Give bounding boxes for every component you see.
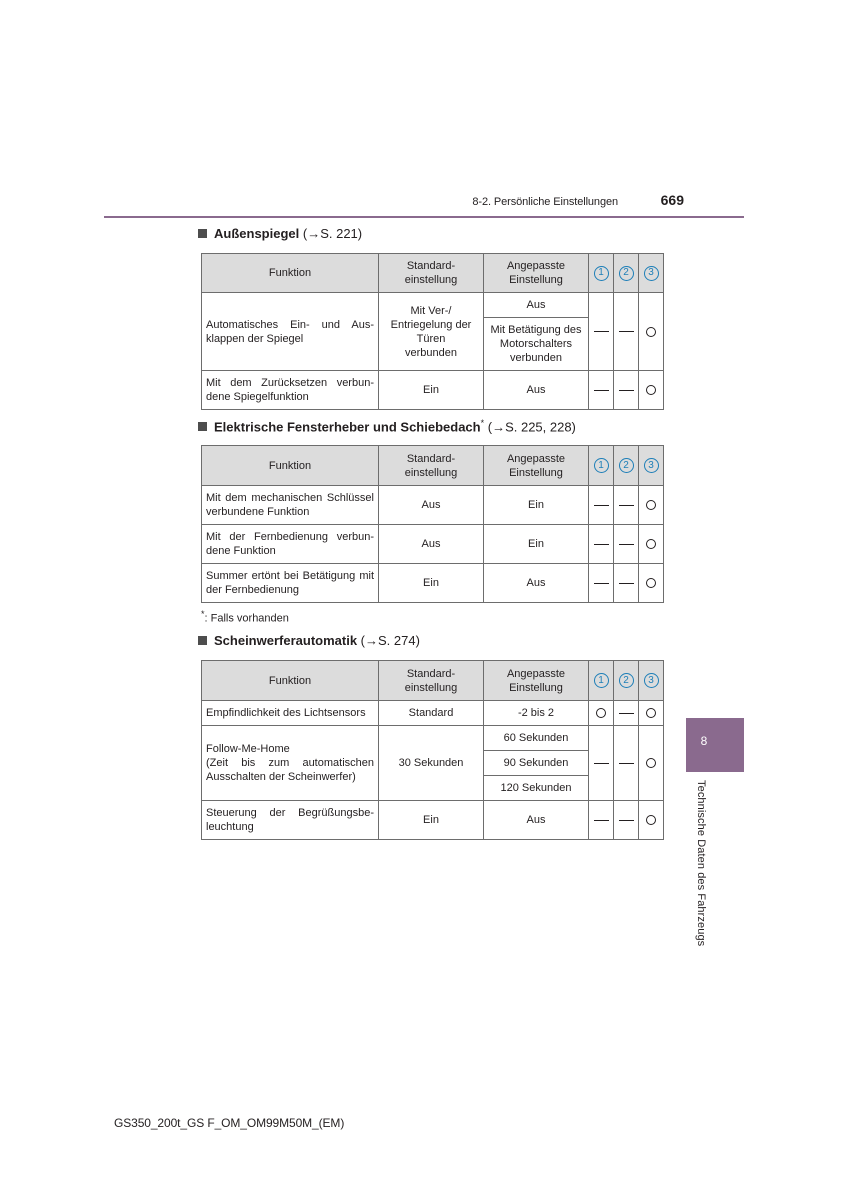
cell-standard: Ein — [379, 801, 484, 840]
cell-custom: Ein — [484, 486, 589, 525]
cell-col2 — [614, 801, 639, 840]
page-reference: (→S. 221) — [302, 226, 363, 241]
cell-col1 — [589, 525, 614, 564]
header-col2 — [614, 661, 639, 701]
circled-number-2-icon: 2 — [619, 673, 634, 688]
cell-col1 — [589, 486, 614, 525]
cell-col2 — [614, 371, 639, 410]
dash-icon — [619, 763, 634, 764]
cell-col3 — [639, 525, 664, 564]
cell-function: Steuerung der Begrüßungsbe-leuchtung — [202, 801, 379, 840]
circle-icon — [646, 539, 656, 549]
cell-col1 — [589, 293, 614, 371]
cell-standard: Aus — [379, 525, 484, 564]
circled-number-2-icon: 2 — [619, 266, 634, 281]
header-col3 — [639, 661, 664, 701]
circled-number-1-icon: 1 — [594, 673, 609, 688]
table-row — [202, 525, 664, 564]
dash-icon — [594, 820, 609, 821]
cell-col3 — [639, 701, 664, 726]
cell-custom: -2 bis 2 — [484, 701, 589, 726]
section-heading-windows — [198, 418, 576, 434]
cell-col1 — [589, 564, 614, 603]
heading-text: Außenspiegel — [214, 226, 300, 241]
header-col2 — [614, 446, 639, 486]
cell-function: Mit der Fernbedienung verbun-dene Funktion — [202, 525, 379, 564]
cell-standard: Mit Ver-/ Entriegelung der Türen verbunden — [379, 293, 484, 371]
cell-col1 — [589, 701, 614, 726]
cell-custom: 120 Sekunden — [484, 776, 589, 801]
circled-number-3-icon: 3 — [644, 266, 659, 281]
table-row — [202, 564, 664, 603]
table-row — [202, 701, 664, 726]
cell-col2 — [614, 293, 639, 371]
cell-col3 — [639, 801, 664, 840]
circle-icon — [596, 708, 606, 718]
dash-icon — [619, 331, 634, 332]
heading-text: Scheinwerferautomatik — [214, 633, 358, 648]
page-number: 669 — [660, 192, 684, 208]
header-custom: Angepasste Einstellung — [484, 254, 589, 293]
footnote — [201, 609, 289, 625]
header-function: Funktion — [202, 661, 379, 701]
cell-col2 — [614, 486, 639, 525]
bullet-square-icon — [198, 636, 207, 645]
cell-col3 — [639, 371, 664, 410]
table-mirrors — [201, 253, 664, 410]
bullet-square-icon — [198, 422, 207, 431]
section-heading-headlights — [198, 633, 420, 648]
cell-standard: Ein — [379, 564, 484, 603]
cell-custom: Aus — [484, 371, 589, 410]
table-row — [202, 801, 664, 840]
circle-icon — [646, 708, 656, 718]
circled-number-2-icon: 2 — [619, 458, 634, 473]
section-title: 8-2. Persönliche Einstellungen — [472, 196, 618, 208]
cell-custom: Ein — [484, 525, 589, 564]
cell-col2 — [614, 726, 639, 801]
cell-custom: Aus — [484, 293, 589, 318]
cell-col1 — [589, 801, 614, 840]
dash-icon — [594, 763, 609, 764]
table-row — [202, 371, 664, 410]
circle-icon — [646, 815, 656, 825]
table-header-row — [202, 446, 664, 486]
cell-col2 — [614, 564, 639, 603]
cell-standard: Standard — [379, 701, 484, 726]
header-standard: Standard- einstellung — [379, 254, 484, 293]
cell-function: Empfindlichkeit des Lichtsensors — [202, 701, 379, 726]
table-row — [202, 293, 664, 318]
cell-function: Mit dem mechanischen Schlüssel verbundene Funktion — [202, 486, 379, 525]
cell-col2 — [614, 701, 639, 726]
header-col3 — [639, 446, 664, 486]
page-reference: (→S. 225, 228) — [487, 419, 576, 435]
heading-text: Elektrische Fensterheber und Schiebedach — [214, 419, 481, 435]
header-custom: Angepasste Einstellung — [484, 446, 589, 486]
header-col2 — [614, 254, 639, 293]
circle-icon — [646, 578, 656, 588]
circled-number-3-icon: 3 — [644, 458, 659, 473]
section-heading-mirrors — [198, 226, 362, 241]
table-windows — [201, 445, 664, 603]
cell-function: Mit dem Zurücksetzen verbun-dene Spiegelfunktion — [202, 371, 379, 410]
cell-standard: Ein — [379, 371, 484, 410]
bullet-square-icon — [198, 229, 207, 238]
cell-col3 — [639, 486, 664, 525]
header-standard: Standard- einstellung — [379, 661, 484, 701]
cell-custom: 60 Sekunden — [484, 726, 589, 751]
dash-icon — [619, 505, 634, 506]
circle-icon — [646, 385, 656, 395]
dash-icon — [594, 390, 609, 391]
circle-icon — [646, 327, 656, 337]
header-standard: Standard- einstellung — [379, 446, 484, 486]
footnote-marker: * — [480, 418, 485, 428]
dash-icon — [619, 390, 634, 391]
header-function: Funktion — [202, 446, 379, 486]
document-code: GS350_200t_GS F_OM_OM99M50M_(EM) — [114, 1116, 345, 1130]
cell-col3 — [639, 726, 664, 801]
table-headlights — [201, 660, 664, 840]
cell-function: Automatisches Ein- und Aus-klappen der Spiegel — [202, 293, 379, 371]
cell-col1 — [589, 371, 614, 410]
cell-custom: Mit Betätigung des Motorschalters verbunden — [484, 318, 589, 371]
circled-number-3-icon: 3 — [644, 673, 659, 688]
cell-standard: Aus — [379, 486, 484, 525]
footnote-marker: * — [201, 609, 205, 619]
table-row — [202, 726, 664, 751]
cell-function: Follow-Me-Home (Zeit bis zum automatischen Ausschalten der Scheinwerfer) — [202, 726, 379, 801]
dash-icon — [619, 820, 634, 821]
cell-function: Summer ertönt bei Betätigung mit der Fernbedienung — [202, 564, 379, 603]
dash-icon — [594, 544, 609, 545]
table-row — [202, 486, 664, 525]
header-col3 — [639, 254, 664, 293]
dash-icon — [619, 583, 634, 584]
chapter-number: 8 — [700, 734, 708, 748]
header-function: Funktion — [202, 254, 379, 293]
dash-icon — [619, 544, 634, 545]
dash-icon — [594, 505, 609, 506]
cell-custom: Aus — [484, 801, 589, 840]
dash-icon — [619, 713, 634, 714]
cell-col2 — [614, 525, 639, 564]
cell-col1 — [589, 726, 614, 801]
circled-number-1-icon: 1 — [594, 458, 609, 473]
header-col1 — [589, 446, 614, 486]
page-reference: (→S. 274) — [360, 633, 420, 648]
dash-icon — [594, 583, 609, 584]
header-col1 — [589, 661, 614, 701]
cell-custom: Aus — [484, 564, 589, 603]
table-header-row — [202, 254, 664, 293]
circle-icon — [646, 500, 656, 510]
dash-icon — [594, 331, 609, 332]
header-col1 — [589, 254, 614, 293]
footnote-text: : Falls vorhanden — [204, 612, 289, 625]
header-divider — [104, 216, 744, 218]
circle-icon — [646, 758, 656, 768]
cell-standard: 30 Sekunden — [379, 726, 484, 801]
circled-number-1-icon: 1 — [594, 266, 609, 281]
cell-col3 — [639, 293, 664, 371]
cell-custom: 90 Sekunden — [484, 751, 589, 776]
table-header-row — [202, 661, 664, 701]
cell-col3 — [639, 564, 664, 603]
chapter-title: Technische Daten des Fahrzeugs — [695, 780, 707, 947]
header-custom: Angepasste Einstellung — [484, 661, 589, 701]
